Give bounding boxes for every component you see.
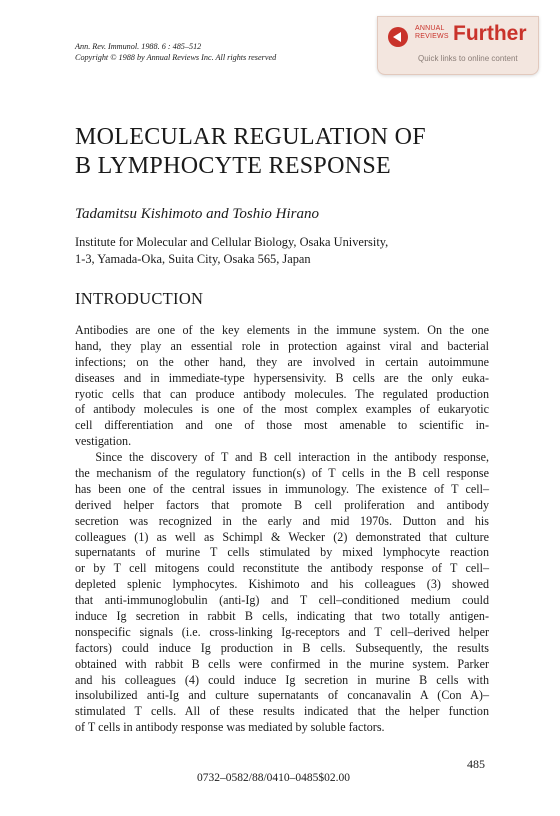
section-heading: INTRODUCTION: [75, 289, 204, 308]
affiliation-line-1: Institute for Molecular and Cellular Biology, Osaka University,: [75, 235, 389, 249]
further-label: Further: [453, 22, 527, 45]
journal-citation-block: [75, 41, 276, 63]
body-line: Since the discovery of T and B cell interaction in the antibody response,: [75, 450, 489, 465]
title-line-2: B LYMPHOCYTE RESPONSE: [75, 153, 391, 179]
body-line: of T cells in antibody response was mediated by soluble factors.: [75, 720, 385, 735]
body-line: depleted splenic lymphocytes. Kishimoto and his colleagues (3) showed: [75, 577, 489, 592]
body-line: derived helper factors that promote B cell proliferation and antibody: [75, 497, 489, 512]
body-line: supernatants of murine T cells stimulated by mixed lymphocyte reaction: [75, 545, 489, 560]
body-text: [75, 323, 489, 736]
article-authors: Tadamitsu Kishimoto and Toshio Hirano: [75, 206, 319, 222]
body-line: Antibodies are one of the key elements in the immune system. On the one: [75, 323, 489, 337]
body-line: and his colleagues (4) could induce Ig secretion in murine B cells with: [75, 672, 489, 687]
page-number: 485: [467, 757, 485, 771]
body-line: that anti-immunoglobulin (anti-Ig) and T cell–conditioned medium could: [75, 593, 489, 608]
body-line: ryotic cells that can produce antibody molecules. The regulated production: [75, 386, 489, 401]
journal-copyright: Copyright © 1988 by Annual Reviews Inc. All rights reserved: [75, 53, 277, 62]
body-line: stimulated T cells. All of these results indicated that the helper function: [75, 704, 489, 719]
body-line: of antibody molecules is one of the most complex examples of eukaryotic: [75, 402, 489, 417]
wordmark-line-1: ANNUAL: [415, 25, 445, 32]
body-line: hand, they play an essential role in protection against viral and bacterial: [75, 338, 489, 353]
body-line: nonspecific signals (i.e. cross-linking Ig-receptors and T cell–derived helper: [75, 624, 489, 639]
body-line: the mechanism of the regulatory function(s) of T cells in the B cell response: [75, 466, 489, 481]
annual-reviews-logo-icon: [388, 27, 408, 47]
body-line: cell differentiation and one of those most amenable to scientific in-: [75, 418, 489, 433]
body-line: insolubilized anti-Ig and culture supernatants of concanavalin A (Con A)–: [75, 688, 489, 703]
body-line: induce Ig secretion in rabbit B cells, indicating that two totally antigen-: [75, 609, 489, 624]
body-line: infections; on the other hand, they are involved in certain autoimmune: [75, 354, 489, 369]
body-line: obtained with rabbit B cells were confirmed in the murine system. Parker: [75, 656, 489, 671]
title-line-1: MOLECULAR REGULATION OF: [75, 124, 426, 150]
further-links-badge[interactable]: [377, 16, 539, 75]
journal-citation: Ann. Rev. Immunol. 1988. 6 : 485–512: [75, 42, 202, 51]
body-line: diseases and in immediate-type hypersensivity. B cells are the only euka-: [75, 370, 489, 385]
affiliation-line-2: 1-3, Yamada-Oka, Suita City, Osaka 565, Japan: [75, 252, 311, 266]
wordmark-line-2: REVIEWS: [415, 32, 449, 40]
annual-reviews-wordmark: [415, 25, 449, 40]
footer-code: 0732–0582/88/0410–0485$02.00: [197, 772, 351, 784]
body-line: has been one of the central issues in immunology. The existence of T cell–: [75, 481, 489, 496]
body-line: secretion was recognized in the early and mid 1970s. Dutton and his: [75, 513, 489, 528]
author-affiliation: [75, 234, 388, 268]
body-line: factors) could induce Ig production in B cells. Subsequently, the results: [75, 640, 489, 655]
further-sublabel: Quick links to online content: [418, 54, 518, 63]
body-line: vestigation.: [75, 434, 132, 449]
article-title: [75, 123, 426, 181]
body-line: or by T cell mitogens could reconstitute the antibody response of T cell–: [75, 561, 489, 576]
body-line: colleagues (1) as well as Schimpl & Wecker (2) demonstrated that culture: [75, 529, 489, 544]
